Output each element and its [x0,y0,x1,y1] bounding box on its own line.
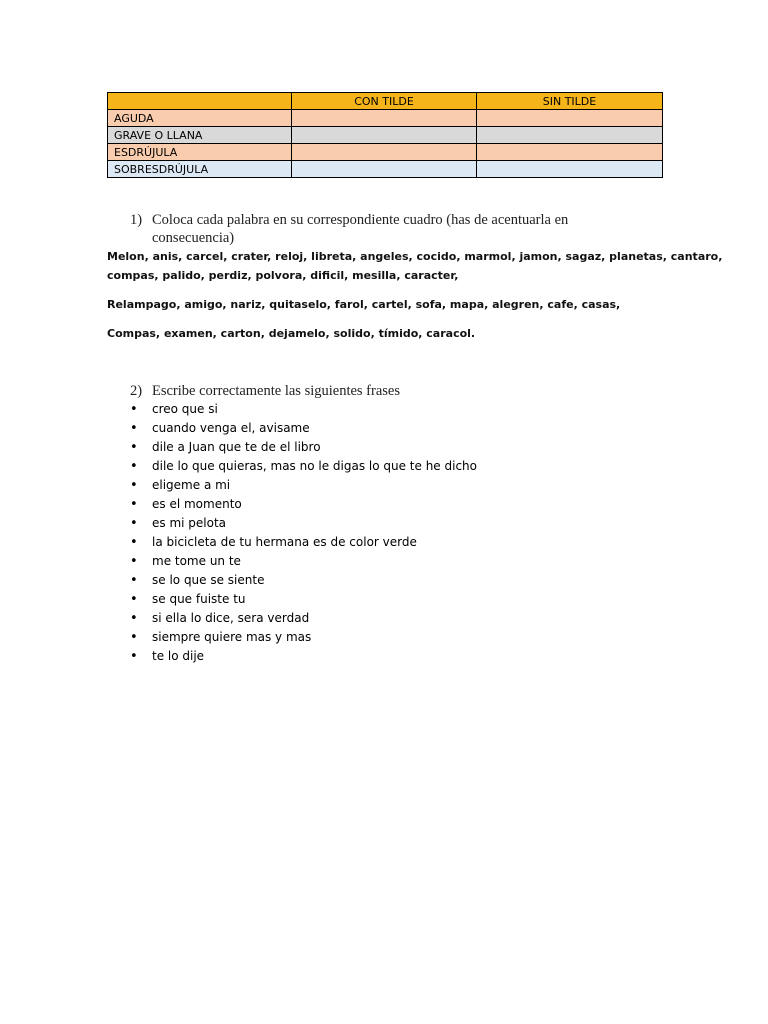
phrase-text: la bicicleta de tu hermana es de color verde [152,535,417,549]
cell-sobresdrujula-con-tilde[interactable] [292,161,477,178]
instruction-1 [130,211,602,247]
cell-esdrujula-sin-tilde[interactable] [477,144,663,161]
list-item [130,419,477,438]
row-label-sobresdrujula: SOBRESDRÚJULA [108,161,292,178]
bullet-icon: • [130,478,138,493]
bullet-icon: • [130,573,138,588]
bullet-icon: • [130,421,138,436]
bullet-icon: • [130,592,138,607]
phrase-text: siempre quiere mas y mas [152,630,312,644]
accent-classification-table [107,92,663,178]
list-item [130,590,477,609]
phrase-text: me tome un te [152,554,241,568]
row-label-grave: GRAVE O LLANA [108,127,292,144]
header-con-tilde: CON TILDE [292,93,477,110]
list-item [130,628,477,647]
table-row [108,127,663,144]
bullet-icon: • [130,630,138,645]
phrase-text: creo que si [152,402,218,416]
table-row [108,161,663,178]
list-item [130,514,477,533]
list-item [130,476,477,495]
phrase-list [130,400,477,666]
instruction-1-text: Coloca cada palabra en su correspondiente cuadro (has de acentuarla en consecuencia) [152,212,569,246]
bullet-icon: • [130,611,138,626]
phrase-text: es mi pelota [152,516,227,530]
phrase-text: si ella lo dice, sera verdad [152,611,310,625]
cell-grave-con-tilde[interactable] [292,127,477,144]
phrase-text: se lo que se siente [152,573,265,587]
list-item [130,400,477,419]
table-header-row [108,93,663,110]
phrase-text: es el momento [152,497,242,511]
instruction-2 [130,382,602,400]
list-item [130,438,477,457]
phrase-text: eligeme a mi [152,478,231,492]
word-list-line: Relampago, amigo, nariz, quitaselo, farol, cartel, sofa, mapa, alegren, cafe, casas, [107,298,621,311]
list-item [130,571,477,590]
bullet-icon: • [130,497,138,512]
phrase-text: cuando venga el, avisame [152,421,310,435]
word-list-line: Compas, examen, carton, dejamelo, solido, tímido, caracol. [107,327,476,340]
row-label-aguda: AGUDA [108,110,292,127]
header-sin-tilde: SIN TILDE [477,93,663,110]
cell-aguda-sin-tilde[interactable] [477,110,663,127]
cell-aguda-con-tilde[interactable] [292,110,477,127]
phrase-text: te lo dije [152,649,205,663]
list-item [130,609,477,628]
table-row [108,110,663,127]
list-item [130,533,477,552]
bullet-icon: • [130,440,138,455]
instruction-2-text: Escribe correctamente las siguientes frases [152,383,401,399]
word-list-line: Melon, anis, carcel, crater, reloj, libreta, angeles, cocido, marmol, jamon, sagaz, planetas, cantaro, [107,250,723,263]
bullet-icon: • [130,554,138,569]
list-item [130,647,477,666]
bullet-icon: • [130,649,138,664]
phrase-text: dile a Juan que te de el libro [152,440,321,454]
cell-esdrujula-con-tilde[interactable] [292,144,477,161]
table-row [108,144,663,161]
word-list-line: compas, palido, perdiz, polvora, dificil, mesilla, caracter, [107,269,459,282]
bullet-icon: • [130,402,138,417]
cell-sobresdrujula-sin-tilde[interactable] [477,161,663,178]
row-label-esdrujula: ESDRÚJULA [108,144,292,161]
bullet-icon: • [130,459,138,474]
instruction-1-number: 1) [130,212,143,228]
bullet-icon: • [130,535,138,550]
list-item [130,552,477,571]
header-blank-cell [108,93,292,110]
phrase-text: dile lo que quieras, mas no le digas lo que te he dicho [152,459,478,473]
list-item [130,457,477,476]
bullet-icon: • [130,516,138,531]
cell-grave-sin-tilde[interactable] [477,127,663,144]
list-item [130,495,477,514]
phrase-text: se que fuiste tu [152,592,246,606]
instruction-2-number: 2) [130,383,143,399]
